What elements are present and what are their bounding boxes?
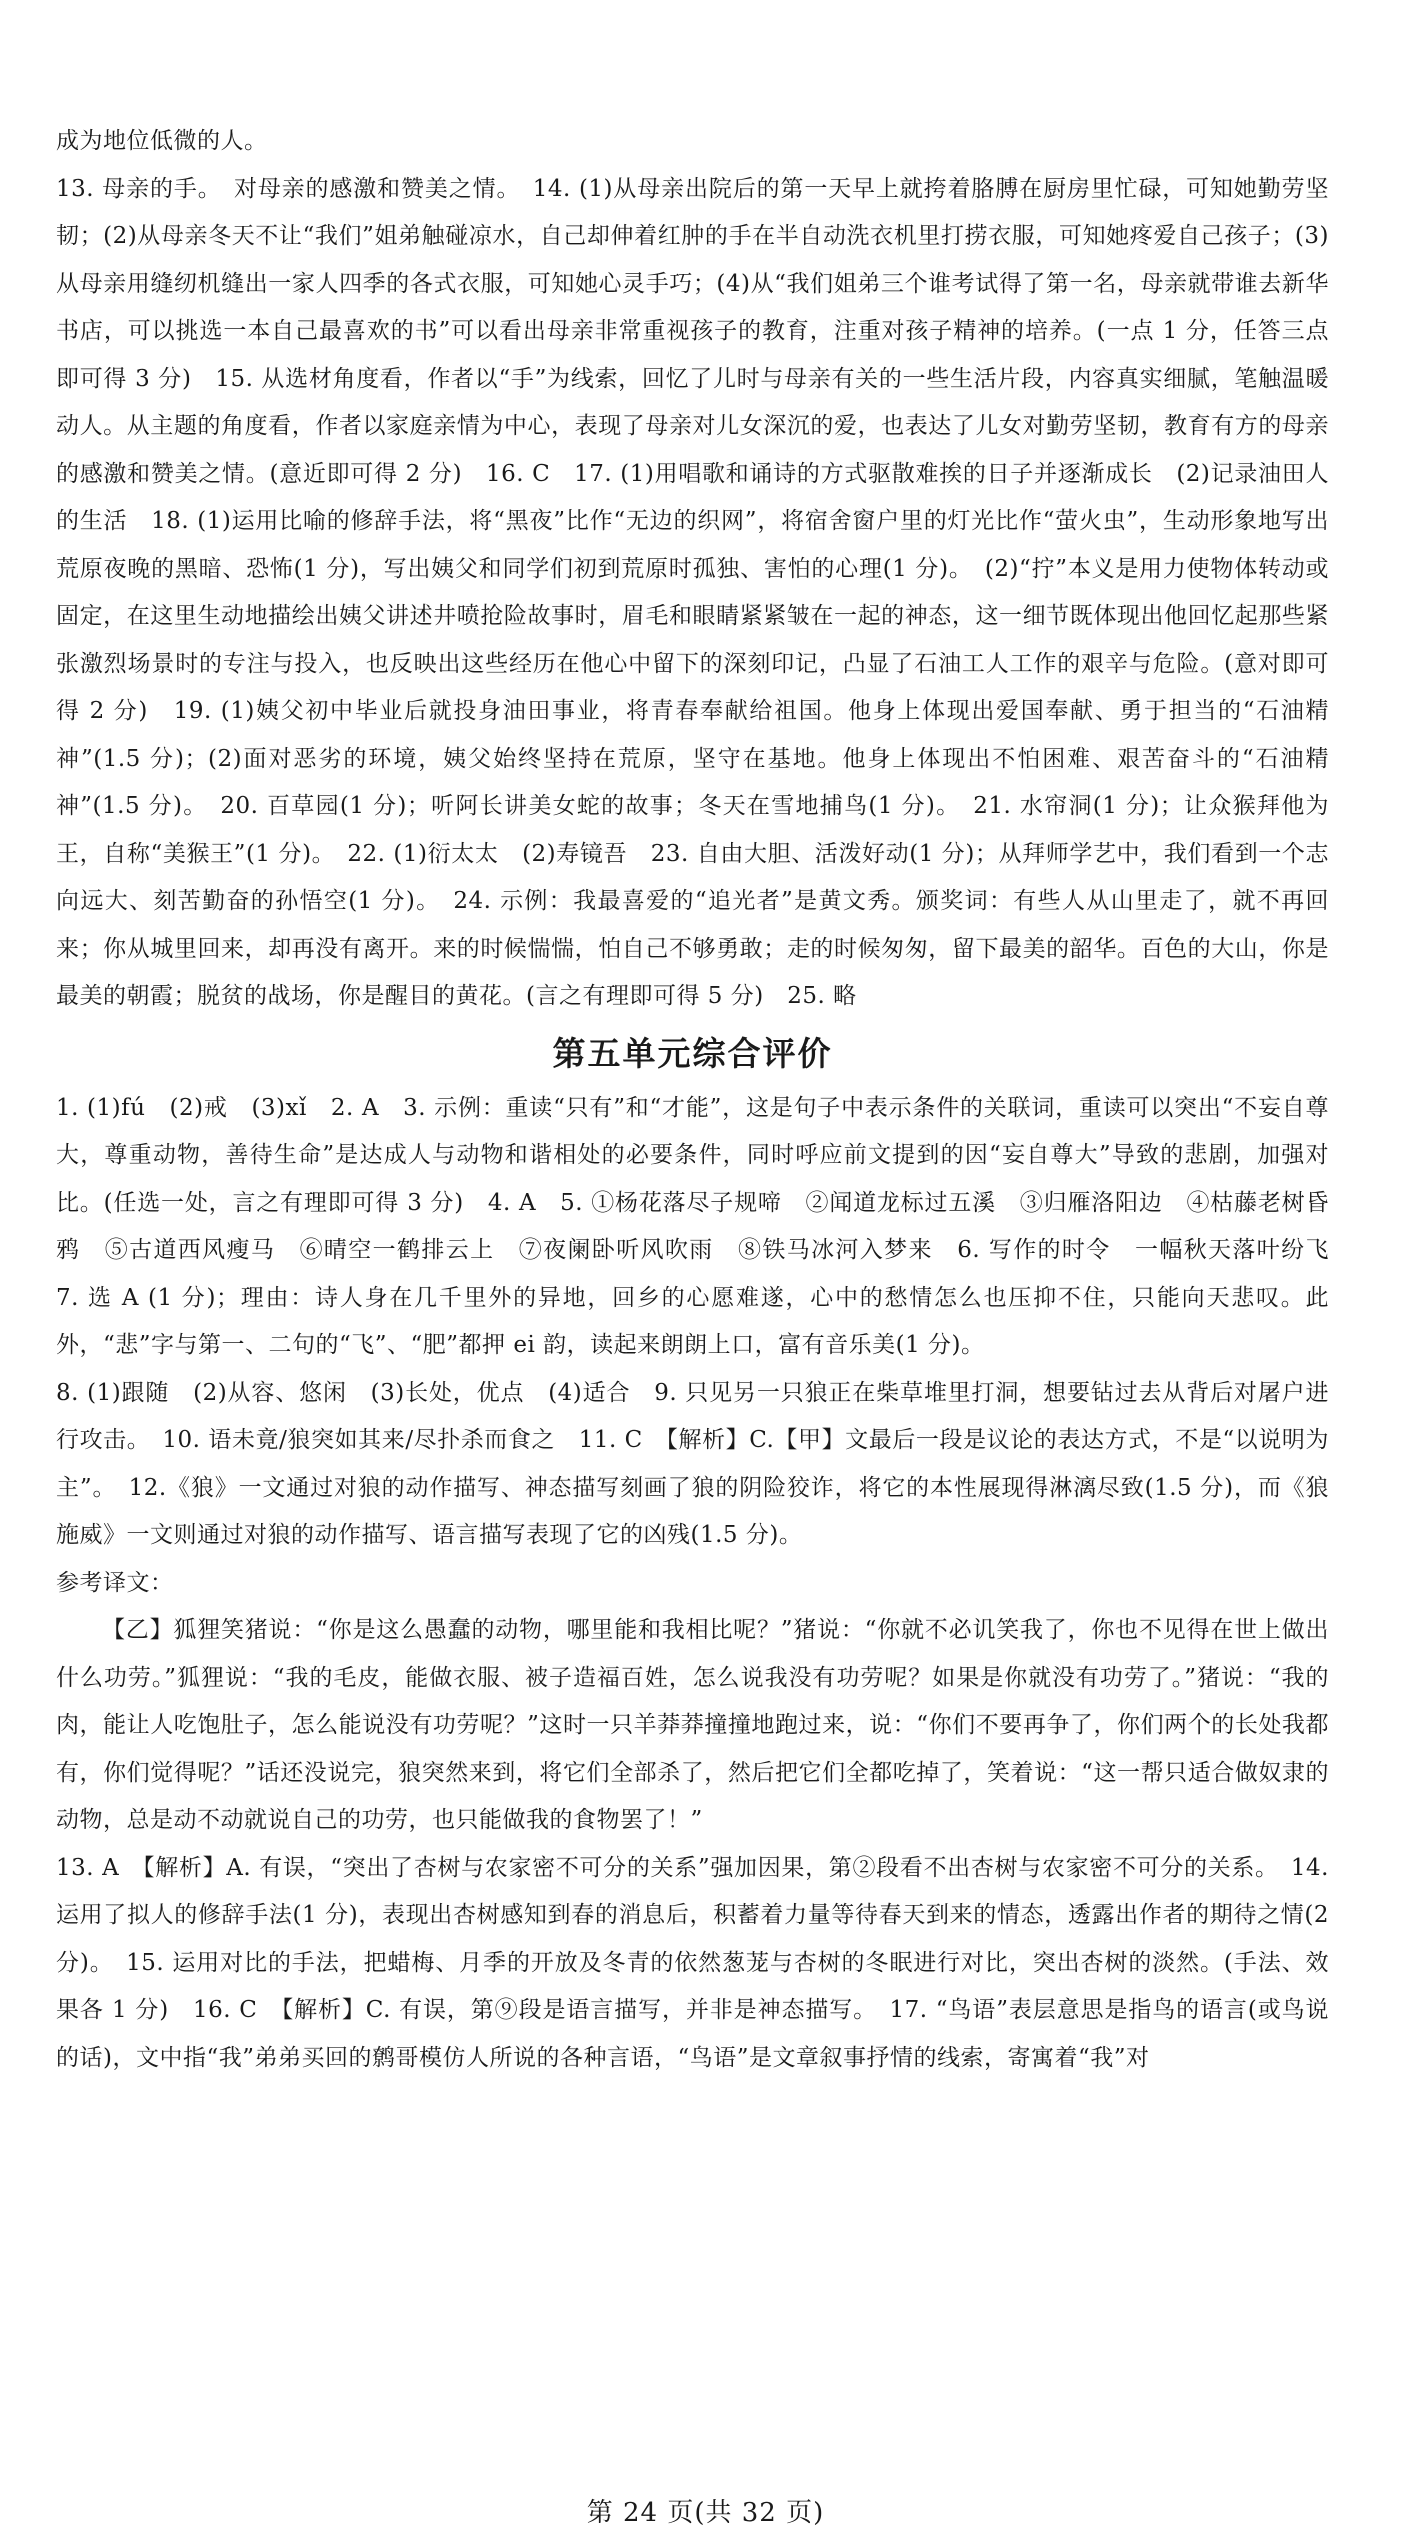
answer-block-q8-12: 8. (1)跟随 (2)从容、悠闲 (3)长处，优点 (4)适合 9. 只见另一只狼正在柴草堆里打洞，想要钻过去从背后对屠户进行攻击。 10. 语未竟/狼突如其来/尽扑杀而食之 11. C 【解析】C.【甲】文最后一段是议论的表达方式，不是“以说明为主”。 12.《狼》一文通过对狼的动作描写、神态描写刻画了狼的阴险狡诈，将它的本性展现得淋漓尽致(1.5 分)，而《狼施威》一文则通过对狼的动作描写、语言描写表现了它的凶残(1.5 分)。 xyxy=(56,1379,1329,1548)
section-title: 第五单元综合评价 xyxy=(552,1033,833,1073)
answer-block-q13-25: 13. 母亲的手。 对母亲的感激和赞美之情。 14. (1)从母亲出院后的第一天早上就挎着胳膊在厨房里忙碌，可知她勤劳坚韧；(2)从母亲冬天不让“我们”姐弟触碰凉水，自己却伸着红肿的手在半自动洗衣机里打捞衣服，可知她疼爱自己孩子；(3)从母亲用缝纫机缝出一家人四季的各式衣服，可知她心灵手巧；(4)从“我们姐弟三个谁考试得了第一名，母亲就带谁去新华书店，可以挑选一本自己最喜欢的书”可以看出母亲非常重视孩子的教育，注重对孩子精神的培养。(一点 1 分，任答三点即可得 3 分) 15. 从选材角度看，作者以“手”为线索，回忆了儿时与母亲有关的一些生活片段，内容真实细腻，笔触温暖动人。从主题的角度看，作者以家庭亲情为中心，表现了母亲对儿女深沉的爱，也表达了儿女对勤劳坚韧，教育有方的母亲的感激和赞美之情。(意近即可得 2 分) 16. C 17. (1)用唱歌和诵诗的方式驱散难挨的日子并逐渐成长 (2)记录油田人的生活 18. (1)运用比喻的修辞手法，将“黑夜”比作“无边的织网”，将宿舍窗户里的灯光比作“萤火虫”，生动形象地写出荒原夜晚的黑暗、恐怖(1 分)，写出姨父和同学们初到荒原时孤独、害怕的心理(1 分)。 (2)“拧”本义是用力使物体转动或固定，在这里生动地描绘出姨父讲述井喷抢险故事时，眉毛和眼睛紧紧皱在一起的神态，这一细节既体现出他回忆起那些紧张激烈场景时的专注与投入，也反映出这些经历在他心中留下的深刻印记，凸显了石油工人工作的艰辛与危险。(意对即可得 2 分) 19. (1)姨父初中毕业后就投身油田事业，将青春奉献给祖国。他身上体现出爱国奉献、勇于担当的“石油精神”(1.5 分)；(2)面对恶劣的环境，姨父始终坚持在荒原，坚守在基地。他身上体现出不怕困难、艰苦奋斗的“石油精神”(1.5 分)。 20. 百草园(1 分)；听阿长讲美女蛇的故事；冬天在雪地捕鸟(1 分)。 21. 水帘洞(1 分)；让众猴拜他为王，自称“美猴王”(1 分)。 22. (1)衍太太 (2)寿镜吾 23. 自由大胆、活泼好动(1 分)；从拜师学艺中，我们看到一个志向远大、刻苦勤奋的孙悟空(1 分)。 24. 示例：我最喜爱的“追光者”是黄文秀。颁奖词：有些人从山里走了，就不再回来；你从城里回来，却再没有离开。来的时候惴惴，怕自己不够勇敢；走的时候匆匆，留下最美的韶华。百色的大山，你是最美的朝霞；脱贫的战场，你是醒目的黄花。(言之有理即可得 5 分) 25. 略 xyxy=(56,175,1329,1009)
reference-translation-label: 参考译文： xyxy=(56,1569,174,1596)
answer-continuation: 成为地位低微的人。 xyxy=(56,128,268,154)
answer-block-q1-7: 1. (1)fú (2)戒 (3)xǐ 2. A 3. 示例：重读“只有”和“才能”，这是句子中表示条件的关联词，重读可以突出“不妄自尊大，尊重动物，善待生命”是达成人与动物和谐相处的必要条件，同时呼应前文提到的因“妄自尊大”导致的悲剧，加强对比。(任选一处，言之有理即可得 3 分) 4. A 5. ①杨花落尽子规啼 ②闻道龙标过五溪 ③归雁洛阳边 ④枯藤老树昏鸦 ⑤古道西风瘦马 ⑥晴空一鹤排云上 ⑦夜阑卧听风吹雨 ⑧铁马冰河入梦来 6. 写作的时令 一幅秋天落叶纷飞 7. 选 A (1 分)；理由：诗人身在几千里外的异地，回乡的心愿难遂，心中的愁情怎么也压抑不住，只能向天悲叹。此外，“悲”字与第一、二句的“飞”、“肥”都押 ei 韵，读起来朗朗上口，富有音乐美(1 分)。 xyxy=(56,1094,1353,1358)
reference-translation-text: 【乙】狐狸笑猪说：“你是这么愚蠢的动物，哪里能和我相比呢？”猪说：“你就不必讥笑我了，你也不见得在世上做出什么功劳。”狐狸说：“我的毛皮，能做衣服、被子造福百姓，怎么说我没有功劳呢？如果是你就没有功劳了。”猪说：“我的肉，能让人吃饱肚子，怎么能说没有功劳呢？”这时一只羊莽莽撞撞地跑过来，说：“你们不要再争了，你们两个的长处我都有，你们觉得呢？”话还没说完，狼突然来到，将它们全部杀了，然后把它们全都吃掉了，笑着说：“这一帮只适合做奴隶的动物，总是动不动就说自己的功劳，也只能做我的食物罢了！” xyxy=(56,1617,1329,1833)
answer-block-q13-17: 13. A 【解析】A. 有误，“突出了杏树与农家密不可分的关系”强加因果，第②段看不出杏树与农家密不可分的关系。 14. 运用了拟人的修辞手法(1 分)，表现出杏树感知到春的消息后，积蓄着力量等待春天到来的情态，透露出作者的期待之情(2 分)。 15. 运用对比的手法，把蜡梅、月季的开放及冬青的依然葱茏与杏树的冬眠进行对比，突出杏树的淡然。(手法、效果各 1 分) 16. C 【解析】C. 有误，第⑨段是语言描写，并非是神态描写。 17. “鸟语”表层意思是指鸟的语言(或鸟说的话)，文中指“我”弟弟买回的鹩哥模仿人所说的各种言语，“鸟语”是文章叙事抒情的线索，寄寓着“我”对 xyxy=(56,1854,1329,2071)
page-number: 第 24 页(共 32 页) xyxy=(586,2498,825,2528)
